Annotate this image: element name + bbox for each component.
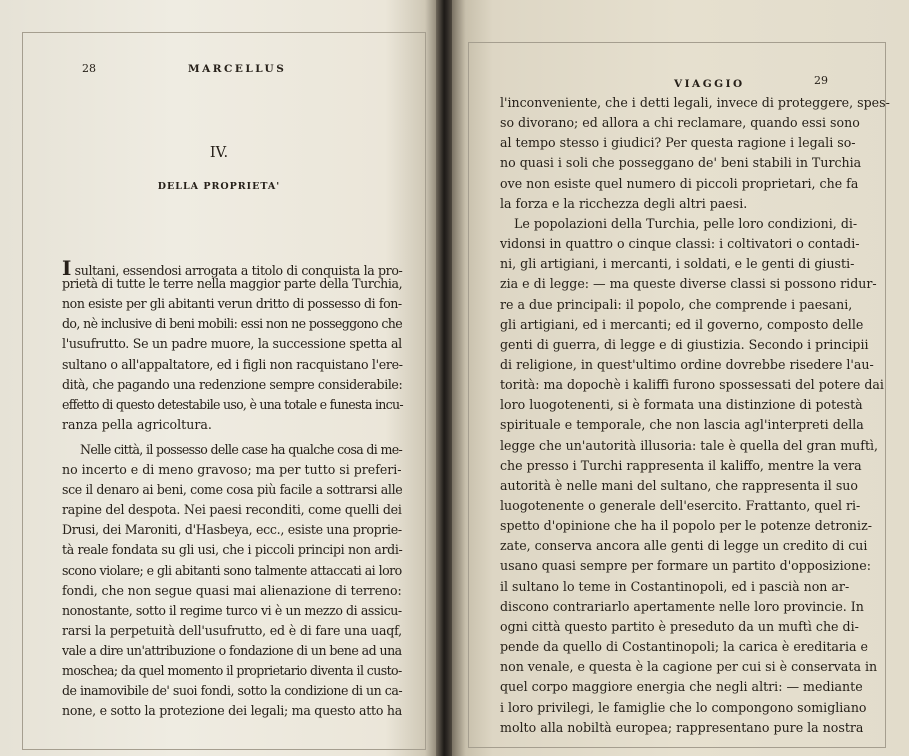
section-title: DELLA PROPRIETA' — [157, 181, 281, 192]
text-line: ranza pella agricoltura. — [62, 416, 212, 432]
text-line: il sultano lo teme in Costantinopoli, ed i pascià non ar- — [500, 578, 850, 594]
text-line: sultano o all'appaltatore, ed i figli non racquistano l'ere- — [62, 356, 403, 372]
left-page — [0, 0, 438, 756]
text-line: effetto di questo detestabile uso, è una totale e funesta incu- — [62, 396, 403, 412]
text-line: no quasi i soli che posseggano de' beni stabili in Turchia — [500, 155, 862, 171]
text-line: al tempo stesso i giudici? Per questa ragione i legali so- — [500, 135, 856, 151]
chapter-number: IV. — [209, 145, 229, 161]
text-line: tà reale fondata su gli usi, che i piccoli principi non ardi- — [62, 542, 403, 558]
text-line: quel corpo maggiore energia che negli altri: — mediante — [500, 679, 863, 695]
drop-cap: I — [62, 256, 71, 280]
text-line: spirituale e temporale, che non lascia agl'interpreti della — [500, 417, 864, 433]
text-line: gli artigiani, ed i mercanti; ed il governo, composto delle — [500, 316, 864, 332]
text-line: pende da quello di Costantinopoli; la carica è ereditaria e — [500, 639, 868, 655]
text-line: vidonsi in quattro o cinque classi: i coltivatori o contadi- — [500, 236, 860, 252]
text-line: no incerto e di meno gravoso; ma per tutto si preferi- — [62, 462, 402, 477]
text-line: do, nè inclusive di beni mobili: essi non ne posseggono che — [62, 316, 403, 332]
text-line: scono violare; e gli abitanti sono talmente attaccati ai loro — [62, 562, 402, 578]
text-line: autorità è nelle mani del sultano, che rappresenta il suo — [500, 477, 858, 493]
text-line: rapine del despota. Nei paesi reconditi, come quelli dei — [62, 502, 402, 518]
text-line: zate, conserva ancora alle genti di legge un credito di cui — [500, 538, 868, 554]
text-line: la forza e la ricchezza degli altri paesi. — [500, 195, 748, 211]
text-line: Nelle città, il possesso delle case ha qualche cosa di me- — [80, 441, 403, 457]
text-line: l'usufrutto. Se un padre muore, la successione spetta al — [62, 336, 402, 352]
text-line: non esiste per gli abitanti verun dritto di possesso di fon- — [62, 296, 402, 312]
text-line: re a due principali: il popolo, che comprende i paesani, — [500, 296, 853, 312]
text-line: Le popolazioni della Turchia, pelle loro condizioni, di- — [514, 215, 858, 231]
text-line: usano quasi sempre per formare un partito d'opposizione: — [500, 558, 871, 574]
text-line: i loro privilegi, le famiglie che lo compongono somigliano — [500, 699, 867, 715]
text-line: l'inconveniente, che i detti legali, invece di proteggere, spes- — [500, 95, 890, 110]
text-line: ni, gli artigiani, i mercanti, i soldati, e le genti di giusti- — [500, 256, 855, 272]
text-line: zia e di legge: — ma queste diverse classi si possono ridur- — [500, 276, 877, 292]
running-head: VIAGGIO — [674, 78, 745, 90]
text-line: di religione, in quest'ultimo ordine dovrebbe risedere l'au- — [500, 356, 874, 372]
text-line-rest: sultani, essendosi arrogata a titolo di conquista la pro- — [70, 263, 403, 278]
right-page — [452, 0, 909, 756]
text-line: molto alla nobiltà europea; rappresentano pure la nostra — [500, 719, 864, 735]
text-line: moschea; da quel momento il proprietario diventa il custo- — [62, 663, 402, 678]
text-line: che presso i Turchi rappresenta il kaliffo, mentre la vera — [500, 457, 862, 473]
page-number: 29 — [814, 74, 828, 87]
text-line: nonostante, sotto il regime turco vi è un mezzo di assicu- — [62, 602, 402, 618]
text-line: dità, che pagando una redenzione sempre considerabile: — [62, 376, 403, 392]
text-line: discono contrariarlo apertamente nelle loro provincie. In — [500, 598, 864, 614]
text-line: ove non esiste quel numero di piccoli proprietari, che fa — [500, 175, 859, 191]
text-line: vale a dire un'attribuzione o fondazione di un bene ad una — [62, 642, 402, 658]
text-line: spetto d'opinione che ha il popolo per le potenze detroniz- — [500, 518, 872, 534]
running-head: MARCELLUS — [188, 63, 287, 75]
text-line: prietà di tutte le terre nella maggior parte della Turchia, — [62, 276, 403, 292]
text-line: sce il denaro ai beni, come cosa più facile a sottrarsi alle — [62, 482, 403, 498]
text-line: none, e sotto la protezione dei legali; ma questo atto ha — [62, 703, 402, 719]
text-line: ogni città questo partito è preseduto da un muftì che di- — [500, 618, 859, 634]
text-line: genti di guerra, di legge e di giustizia. Secondo i principii — [500, 336, 869, 352]
text-line: loro luogotenenti, si è formata una distinzione di potestà — [500, 397, 863, 413]
text-line: legge che un'autorità illusoria: tale è quella del gran muftì, — [500, 437, 879, 453]
text-line: non venale, e questa è la cagione per cui si è conservata in — [500, 659, 878, 675]
page-number: 28 — [82, 62, 96, 75]
text-line: rarsi la perpetuità dell'usufrutto, ed è di fare una uaqf, — [62, 622, 402, 638]
text-line: Drusi, dei Maroniti, d'Hasbeya, ecc., esiste una proprie- — [62, 522, 402, 538]
text-line: so divorano; ed allora a chi reclamare, quando essi sono — [500, 115, 860, 131]
text-line: torità: ma dopochè i kaliffi furono spossessati del potere dai — [500, 377, 884, 393]
text-line: fondi, che non segue quasi mai alienazione di terreno: — [62, 582, 402, 598]
text-line: de inamovibile de' suoi fondi, sotto la condizione di un ca- — [62, 683, 403, 699]
text-line: luogotenente o generale dell'esercito. Frattanto, quel ri- — [500, 498, 861, 513]
